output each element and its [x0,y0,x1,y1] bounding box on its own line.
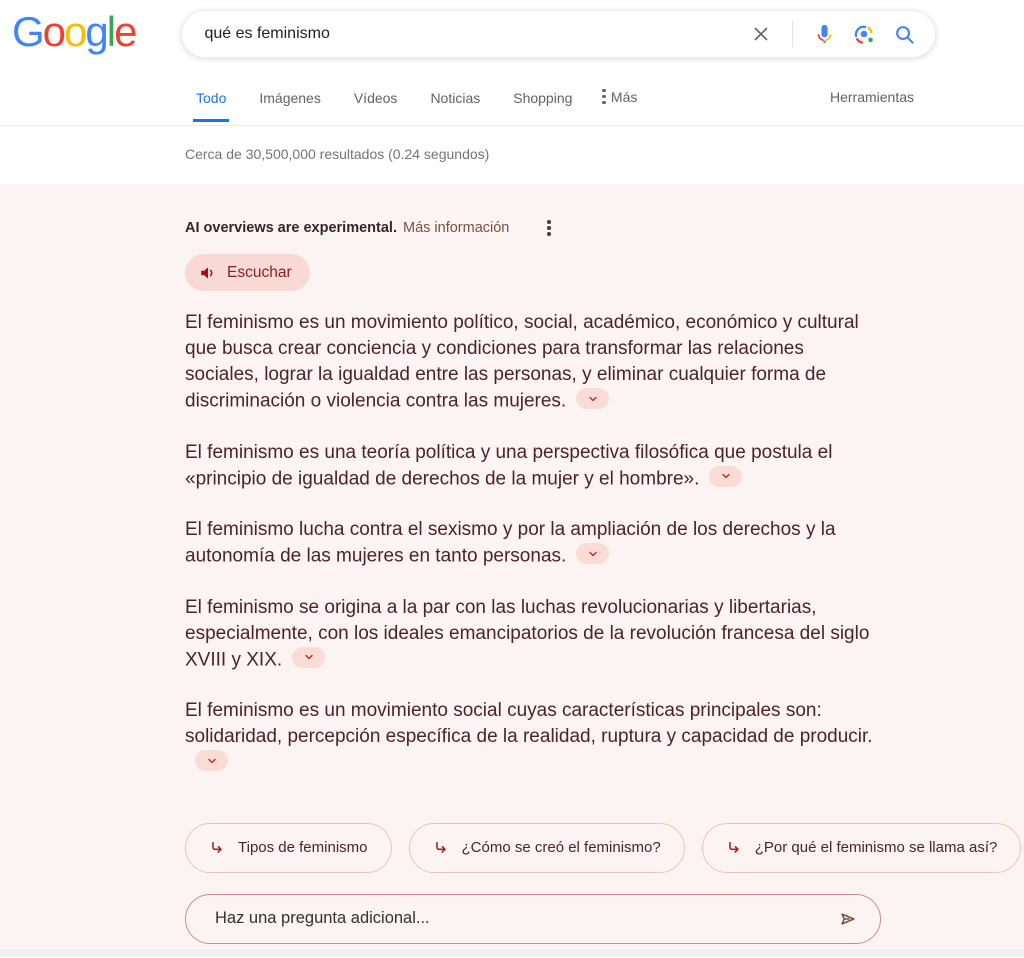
chip-label: ¿Cómo se creó el feminismo? [461,839,661,856]
branch-arrow-icon [726,840,742,856]
search-header [0,0,1024,68]
speaker-icon [199,264,217,282]
tab-more[interactable] [602,89,637,105]
branch-arrow-icon [433,840,449,856]
expand-sources-button[interactable] [195,750,228,771]
google-logo[interactable] [12,8,136,55]
ai-paragraph [185,310,877,415]
listen-label: Escuchar [227,263,292,281]
logo-letter: e [114,8,136,55]
disclaimer-text: AI overviews are experimental. [185,220,397,236]
search-icon[interactable] [891,21,917,47]
more-vert-icon [602,89,606,105]
chevron-down-icon [587,548,599,560]
send-icon[interactable] [838,909,858,929]
expand-sources-button[interactable] [576,543,609,564]
tab-todo[interactable]: Todo [193,71,229,122]
paragraph-text: El feminismo es una teoría política y una perspectiva filosófica que postula el «principio de igualdad de derechos de la mujer y el hombre». [185,441,833,489]
chip-por-que-se-llama-asi[interactable] [702,823,1022,873]
results-tabs [0,68,1024,126]
logo-letter: G [12,8,43,55]
followup-chips [185,823,1024,873]
followup-input[interactable] [215,909,838,928]
chip-como-se-creo[interactable] [409,823,685,873]
ai-paragraph [185,698,877,777]
ai-overview-section [0,184,1024,949]
paragraph-text: El feminismo es un movimiento político, social, académico, económico y cultural que busca crear conciencia y condiciones para transformar las relaciones sociales, lograr la igualdad entre las personas, y eliminar cualquier forma de discriminación o violencia contra las mujeres. [185,312,859,412]
bottom-strip [0,949,1024,957]
tab-videos[interactable]: Vídeos [353,90,398,106]
lens-icon[interactable] [851,21,877,47]
branch-arrow-icon [209,840,225,856]
chip-label: ¿Por qué el feminismo se llama así? [754,839,998,856]
paragraph-text: El feminismo lucha contra el sexismo y por la ampliación de los derechos y la autonomía de las mujeres en tanto personas. [185,519,836,567]
tab-noticias[interactable]: Noticias [430,90,481,106]
searchbar-divider [792,21,793,47]
chevron-down-icon [720,470,732,482]
search-bar[interactable] [181,10,936,58]
chevron-down-icon [303,651,315,663]
chip-tipos-de-feminismo[interactable] [185,823,392,873]
tab-imagenes[interactable]: Imágenes [259,90,321,106]
learn-more-link[interactable]: Más información [402,220,510,236]
logo-letter: g [85,8,107,55]
ai-paragraph [185,440,877,493]
overview-options-icon[interactable] [547,220,551,236]
search-input[interactable] [204,25,748,43]
ai-disclaimer [185,220,1024,236]
results-stats: Cerca de 30,500,000 resultados (0.24 segundos) [0,126,1024,184]
listen-button[interactable] [185,254,310,291]
paragraph-text: El feminismo es un movimiento social cuyas características principales son: solidaridad, percepción específica de la realidad, ruptura y capacidad de producir. [185,700,873,747]
tab-shopping[interactable]: Shopping [513,90,573,106]
expand-sources-button[interactable] [576,388,609,409]
chip-label: Tipos de feminismo [238,839,368,856]
tools-button[interactable]: Herramientas [829,88,914,105]
logo-letter: o [42,8,65,55]
tab-more-label: Más [610,88,638,105]
chevron-down-icon [587,393,599,405]
logo-letter: o [64,8,86,55]
clear-icon[interactable] [748,21,774,47]
logo-letter: l [106,8,115,55]
followup-input-container[interactable] [185,894,881,944]
paragraph-text: El feminismo se origina a la par con las luchas revolucionarias y libertarias, especialmente, con los ideales emancipatorios de la revolución francesa del siglo XVIII y XIX. [185,596,870,670]
chevron-down-icon [206,755,218,767]
mic-icon[interactable] [811,21,837,47]
expand-sources-button[interactable] [709,466,742,487]
ai-paragraph [185,595,877,674]
ai-paragraph [185,517,877,570]
expand-sources-button[interactable] [292,647,325,668]
